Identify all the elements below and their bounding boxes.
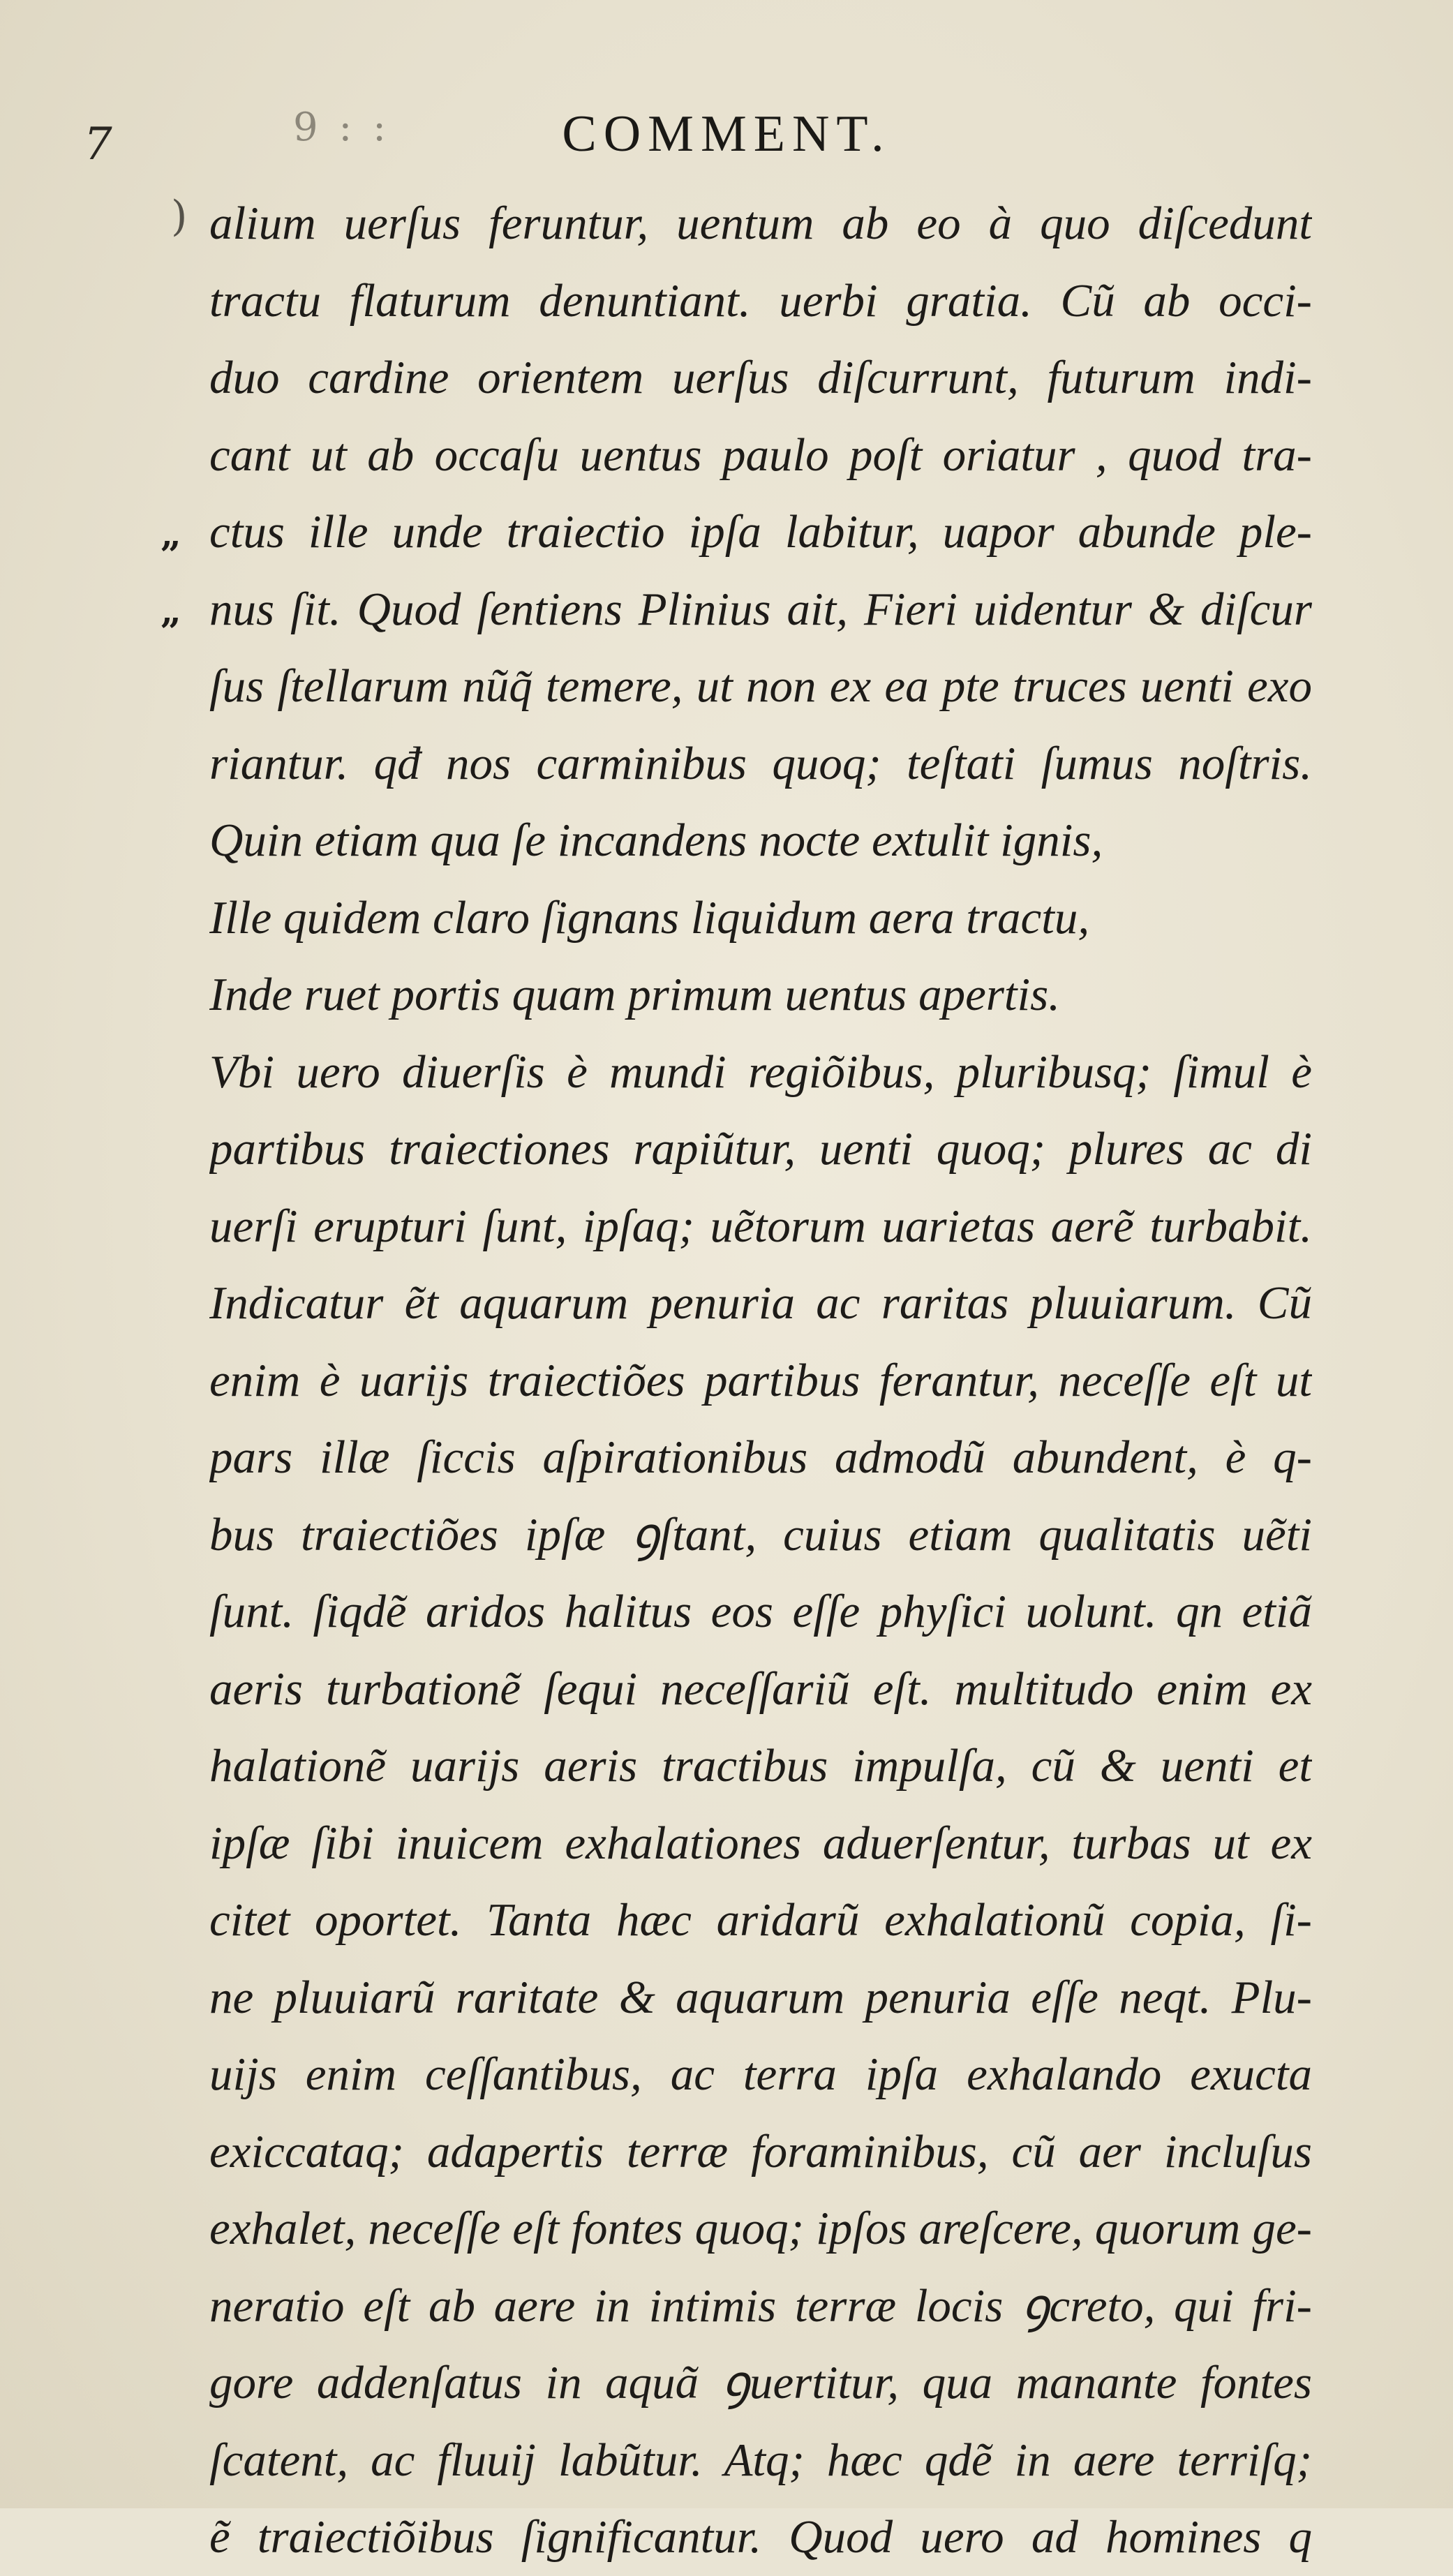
body-text <box>209 185 1312 2576</box>
verse-line: Ille quidem claro ſignans liquidum aera tractu, <box>209 891 1090 944</box>
text-line: halationẽ uarijs aeris tractibus impulſa, cũ & uenti et <box>209 1740 1312 1792</box>
running-header: COMMENT. <box>562 105 891 163</box>
text-line: Vbi uero diuerſis è mundi regiõibus, pluribusq; ſimul è <box>209 1045 1312 1098</box>
text-line: uijs enim ceſſantibus, ac terra ipſa exhalando exucta <box>209 2048 1312 2100</box>
text-line: riantur. qđ nos carminibus quoq; teſtati ſumus noſtris. <box>209 737 1312 789</box>
folio-number: 7 <box>84 119 112 170</box>
text-line: enim è uarijs traiectiões partibus ferantur, neceſſe eſt ut <box>209 1354 1312 1406</box>
text-line: exhalet, neceſſe eſt fontes quoq; ipſos areſcere, quorum ge- <box>209 2203 1312 2254</box>
verse-line: Quin etiam qua ſe incandens nocte extulit ignis, <box>209 814 1103 866</box>
text-line: alium uerſus feruntur, uentum ab eo à quo diſcedunt <box>209 198 1312 249</box>
text-line: uerſi erupturi ſunt, ipſaq; uẽtorum uarietas aerẽ turbabit. <box>209 1200 1312 1252</box>
text-line: ctus ille unde traiectio ipſa labitur, uapor abunde ple- <box>209 506 1312 558</box>
text-line: exiccataq; adapertis terræ foraminibus, cũ aer incluſus <box>209 2125 1312 2177</box>
verse-line: Inde ruet portis quam primum uentus apertis. <box>209 969 1060 1020</box>
text-line: ẽ traiectiõibus ſignificantur. Quod uero ad homines q <box>209 2511 1312 2563</box>
text-line: tractu flaturum denuntiant. uerbi gratia. Cũ ab occi- <box>209 274 1312 327</box>
ink-marks: 9 : : <box>293 105 390 150</box>
text-line: ipſæ ſibi inuicem exhalationes aduerſentur, turbas ut ex <box>209 1817 1312 1869</box>
text-line: pars illæ ſiccis aſpirationibus admodũ abundent, è q- <box>209 1431 1312 1483</box>
margin-quote-mark: „ <box>161 590 181 632</box>
text-line: ne pluuiarũ raritate & aquarum penuria eſſe neqt. Plu- <box>209 1971 1312 2023</box>
text-line: citet oportet. Tanta hæc aridarũ exhalationũ copia, ſi- <box>209 1894 1312 1946</box>
margin-quote-mark: „ <box>161 513 181 556</box>
text-line: cant ut ab occaſu uentus paulo poſt oriatur , quod tra- <box>209 429 1312 481</box>
text-line: ſunt. ſiqdẽ aridos halitus eos eſſe phyſici uolunt. qn etiã <box>209 1586 1312 1637</box>
text-line: ſcatent, ac fluuij labũtur. Atq; hæc qdẽ in aere terriſq; <box>209 2434 1312 2486</box>
text-line: ſus ſtellarum nũq̃ temere, ut non ex ea pte truces uenti exo <box>209 660 1312 712</box>
text-line: partibus traiectiones rapiũtur, uenti quoq; plures ac di <box>209 1123 1312 1175</box>
text-line: neratio eſt ab aere in intimis terræ locis ꝯcreto, qui fri- <box>209 2279 1312 2332</box>
text-line: Indicatur ẽt aquarum penuria ac raritas pluuiarum. Cũ <box>209 1277 1312 1329</box>
text-line: nus ſit. Quod ſentiens Plinius ait, Fieri uidentur & diſcur <box>209 583 1312 635</box>
margin-paren: ) <box>171 192 188 241</box>
text-line: duo cardine orientem uerſus diſcurrunt, futurum indi- <box>209 352 1312 403</box>
text-line: aeris turbationẽ ſequi neceſſariũ eſt. multitudo enim ex <box>209 1662 1312 1715</box>
text-line: gore addenſatus in aquã ꝯuertitur, qua manante fontes <box>209 2357 1312 2409</box>
text-line: bus traiectiões ipſæ ꝯſtant, cuius etiam qualitatis uẽti <box>209 1508 1312 1561</box>
